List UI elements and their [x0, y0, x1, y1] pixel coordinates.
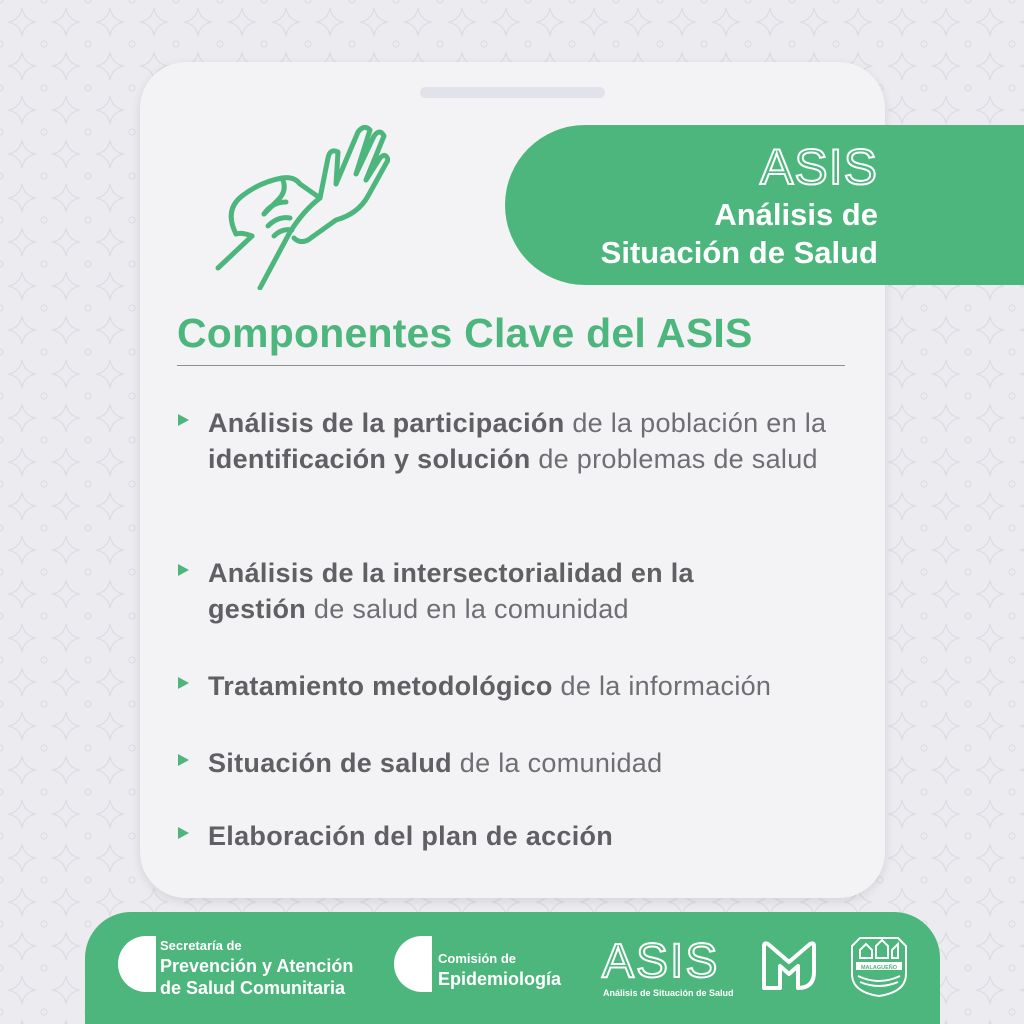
list-item-text [208, 555, 798, 627]
bullet-arrow-icon [178, 827, 189, 839]
item-text: de la comunidad [451, 748, 663, 778]
org-label: Secretaría de [160, 938, 242, 953]
item-bold-text: Análisis de la participación [208, 408, 565, 438]
m-logo-icon [760, 940, 818, 992]
item-text: de la población en la [564, 408, 827, 438]
item-text: de salud en la comunidad [306, 594, 629, 624]
city-seal-icon [846, 932, 912, 998]
item-bold-text: identificación y solución [208, 444, 531, 474]
asis-logo: ASIS [760, 139, 878, 195]
item-bold-text: Análisis de la intersectorialidad en la gestión [208, 558, 694, 624]
org-secretaria [160, 937, 353, 999]
list-item-text [208, 405, 848, 477]
card-notch [420, 87, 605, 98]
section-title: Componentes Clave del ASIS [177, 310, 753, 356]
footer-asis-subtitle: Análisis de Situación de Salud [603, 988, 734, 998]
item-text: de la información [552, 671, 772, 701]
list-item-text [208, 818, 878, 854]
bullet-arrow-icon [178, 677, 189, 689]
org-label: Comisión de [438, 951, 517, 966]
item-bold-text: Elaboración del plan de acción [208, 821, 614, 851]
banner-subtitle [601, 196, 878, 272]
bullet-arrow-icon [178, 754, 189, 766]
org-comision [438, 950, 561, 990]
footer-asis-logo: ASIS [602, 935, 720, 988]
banner-subtitle-line: Situación de Salud [600, 235, 878, 270]
item-bold-text: Tratamiento metodológico [208, 671, 553, 701]
bullet-arrow-icon [178, 414, 189, 426]
list-item-text [208, 745, 878, 781]
list-item-text [208, 668, 878, 704]
banner-subtitle-line: Análisis de [714, 197, 878, 232]
svg-text:MALAGUEÑO: MALAGUEÑO [860, 965, 898, 971]
org-name: Prevención y Atención [160, 956, 354, 976]
item-bold-text: Situación de salud [208, 748, 452, 778]
org-name: de Salud Comunitaria [160, 978, 346, 998]
bullet-arrow-icon [178, 564, 189, 576]
org-name: Epidemiología [438, 969, 562, 989]
item-text: de problemas de salud [530, 444, 818, 474]
hands-icon [208, 118, 390, 290]
heading-divider [177, 365, 845, 366]
